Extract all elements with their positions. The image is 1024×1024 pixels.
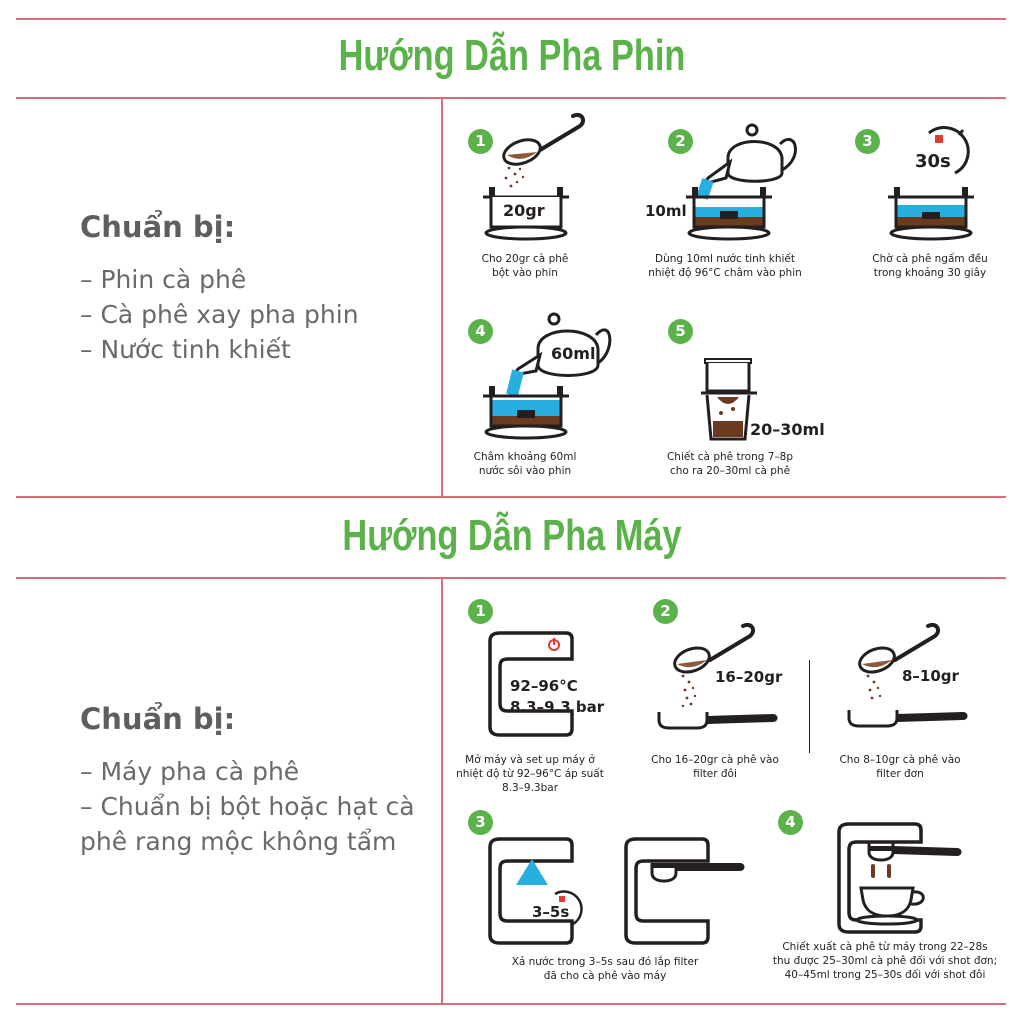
caption-line: filter đôi: [693, 768, 737, 780]
caption-line: bột vào phin: [492, 267, 558, 279]
step-caption: [830, 753, 970, 781]
divider-bottom: [16, 1003, 1006, 1005]
phin-prep: [80, 210, 359, 367]
step-caption: [460, 252, 590, 280]
caption-line: Xả nước trong 3–5s sau đó lắp filter: [511, 956, 699, 968]
caption-line: nhiệt độ từ 92–96°C áp suất: [456, 768, 604, 780]
step-2-option-divider: [809, 660, 810, 753]
machine-prep: [80, 702, 415, 859]
machine-prep-item: – Máy pha cà phê: [80, 757, 300, 786]
caption-line: filter đơn: [876, 768, 924, 780]
divider-vertical-phin: [441, 97, 443, 497]
caption-line: nhiệt độ 96°C châm vào phin: [648, 267, 802, 279]
espresso-machine-icon: [622, 833, 752, 948]
phin-filter-icon: [481, 384, 571, 444]
caption-line: Dùng 10ml nước tinh khiết: [655, 253, 795, 265]
caption-line: Cho 16–20gr cà phê vào: [651, 754, 779, 766]
machine-prep-item: phê rang mộc không tẩm: [80, 827, 397, 856]
caption-line: Chiết cà phê trong 7–8p: [666, 451, 794, 463]
phin-prep-item: – Nước tinh khiết: [80, 335, 291, 364]
step-number-badge: 4: [778, 810, 803, 835]
divider-top: [16, 18, 1006, 20]
step-caption: [640, 252, 810, 280]
machine-prep-heading: Chuẩn bị:: [80, 702, 236, 736]
step-number-badge: 2: [653, 599, 678, 624]
spoon-icon: [495, 110, 585, 190]
step-caption: [650, 450, 810, 478]
phin-filter-icon: [684, 185, 774, 245]
step-number-badge: 4: [468, 319, 493, 344]
step-number-badge: 3: [855, 129, 880, 154]
step-timer-label: 30s: [915, 151, 951, 172]
divider-machine-header: [16, 577, 1006, 579]
portafilter-icon: [655, 710, 780, 735]
caption-line: 8.3–9.3bar: [501, 782, 559, 794]
step-amount-label: 8–10gr: [902, 667, 959, 685]
caption-line: cho ra 20–30ml cà phê: [669, 465, 791, 477]
pressure-label: 8.3–9.3 bar: [510, 698, 605, 716]
step-caption: [860, 252, 1000, 280]
caption-line: nước sôi vào phin: [478, 465, 572, 477]
caption-line: Cho 20gr cà phê: [481, 253, 569, 265]
step-number-badge: 2: [668, 129, 693, 154]
phin-title: Hướng Dẫn Pha Phin: [338, 31, 686, 80]
caption-line: Cho 8–10gr cà phê vào: [839, 754, 961, 766]
step-caption: [490, 955, 720, 983]
caption-line: Châm khoảng 60ml: [473, 451, 577, 463]
step-amount-label: 20–30ml: [750, 420, 825, 439]
caption-line: đã cho cà phê vào máy: [543, 970, 667, 982]
machine-prep-item: – Chuẩn bị bột hoặc hạt cà: [80, 792, 415, 821]
step-amount-label: 16–20gr: [715, 668, 783, 686]
divider-middle: [16, 496, 1006, 498]
step-number-badge: 1: [468, 129, 493, 154]
divider-vertical-machine: [441, 577, 443, 1004]
caption-line: thu được 25–30ml cà phê đối với shot đơn;: [772, 955, 998, 967]
step-number-badge: 3: [468, 810, 493, 835]
caption-line: Chiết xuất cà phê từ máy trong 22–28s: [782, 941, 988, 953]
portafilter-icon: [845, 708, 970, 733]
step-number-badge: 1: [468, 599, 493, 624]
step-number-badge: 5: [668, 319, 693, 344]
phin-prep-item: – Cà phê xay pha phin: [80, 300, 359, 329]
step-amount-label: 20gr: [503, 201, 545, 220]
machine-title: Hướng Dẫn Pha Máy: [342, 511, 682, 560]
cup-icon: [855, 880, 935, 930]
step-caption: [455, 753, 605, 795]
step-caption: [755, 940, 1015, 982]
caption-line: 40–45ml trong 25–30s đối với shot đôi: [784, 969, 986, 981]
caption-line: Mở máy và set up máy ở: [465, 754, 595, 766]
step-caption: [455, 450, 595, 478]
temp-label: 92–96°C: [510, 677, 578, 695]
phin-prep-heading: Chuẩn bị:: [80, 210, 236, 244]
caption-line: Chờ cà phê ngấm đều: [872, 253, 988, 265]
caption-line: trong khoảng 30 giây: [873, 267, 987, 279]
phin-prep-item: – Phin cà phê: [80, 265, 247, 294]
step-timer-label: 3–5s: [532, 903, 570, 921]
step-amount-label: 10ml: [645, 202, 687, 220]
divider-phin-header: [16, 97, 1006, 99]
step-amount-label: 60ml: [551, 344, 596, 363]
step-caption: [640, 753, 790, 781]
phin-filter-icon: [886, 185, 976, 245]
